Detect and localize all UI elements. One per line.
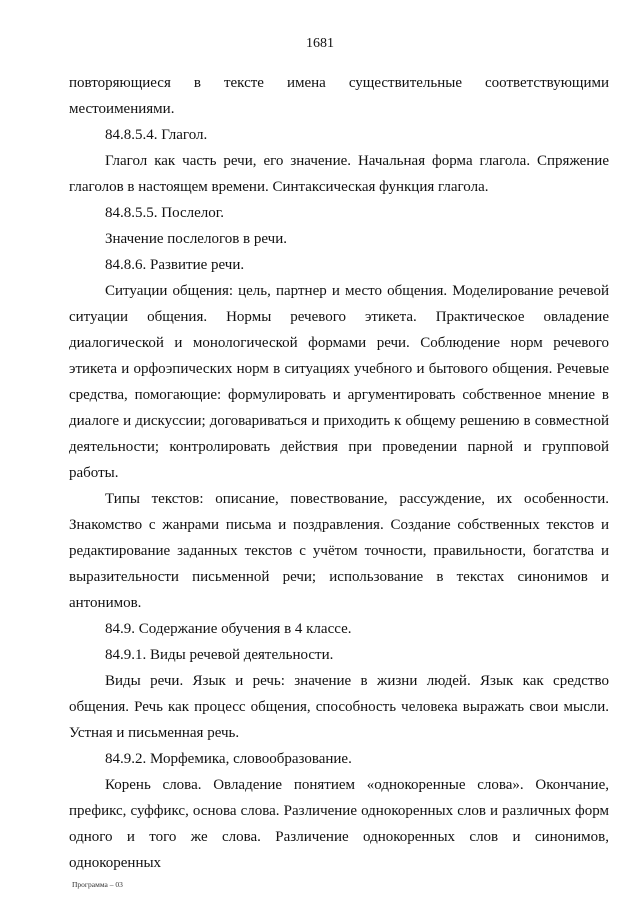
- heading-speech-development: 84.8.6. Развитие речи.: [105, 257, 245, 273]
- paragraph-text-types: Типы текстов: описание, повествование, рассуждение, их особенности. Знакомство с жанрами письма и поздравления. Создание собственных текстов и редактирование заданных текстов с учётом точности, правильности, богатства и выразительности письменной речи; использование в текстах синонимов и антонимов.: [69, 491, 609, 611]
- paragraph-verb: Глагол как часть речи, его значение. Начальная форма глагола. Спряжение глаголов в настоящем времени. Синтаксическая функция глагола.: [69, 153, 609, 195]
- heading-grade-4-content: 84.9. Содержание обучения в 4 классе.: [105, 621, 352, 637]
- heading-speech-activity: 84.9.1. Виды речевой деятельности.: [105, 647, 334, 663]
- heading-morphemics: 84.9.2. Морфемика, словообразование.: [105, 751, 352, 767]
- paragraph-communication-situations: Ситуации общения: цель, партнер и место общения. Моделирование речевой ситуации общения. Нормы речевого этикета. Практическое овладение диалогической и монологической формами речи. Соблюдение норм речевого этикета и орфоэпических норм в ситуациях учебного и бытового общения. Речевые средства, помогающие: формулировать и аргументировать собственное мнение в диалоге и дискуссии; договариваться и приходить к общему решению в совместной деятельности; контролировать действия при проведении парной и групповой работы.: [69, 283, 609, 481]
- paragraph-postposition: Значение послелогов в речи.: [105, 231, 287, 247]
- body-text: [69, 70, 609, 876]
- heading-postposition: 84.8.5.5. Послелог.: [105, 205, 224, 221]
- footer-program-label: Программа – 03: [72, 880, 123, 889]
- paragraph-speech-types: Виды речи. Язык и речь: значение в жизни людей. Язык как средство общения. Речь как процесс общения, способность человека выражать свои мысли. Устная и письменная речь.: [69, 673, 609, 741]
- heading-verb: 84.8.5.4. Глагол.: [105, 127, 208, 143]
- paragraph-word-root: Корень слова. Овладение понятием «однокоренные слова». Окончание, префикс, суффикс, основа слова. Различение однокоренных слов и различных форм одного и того же слова. Различение однокоренных слов и синонимов, однокоренных: [69, 777, 609, 871]
- paragraph-continuation: повторяющиеся в тексте имена существительные соответствующими местоимениями.: [69, 75, 609, 117]
- page-number: 1681: [306, 36, 334, 51]
